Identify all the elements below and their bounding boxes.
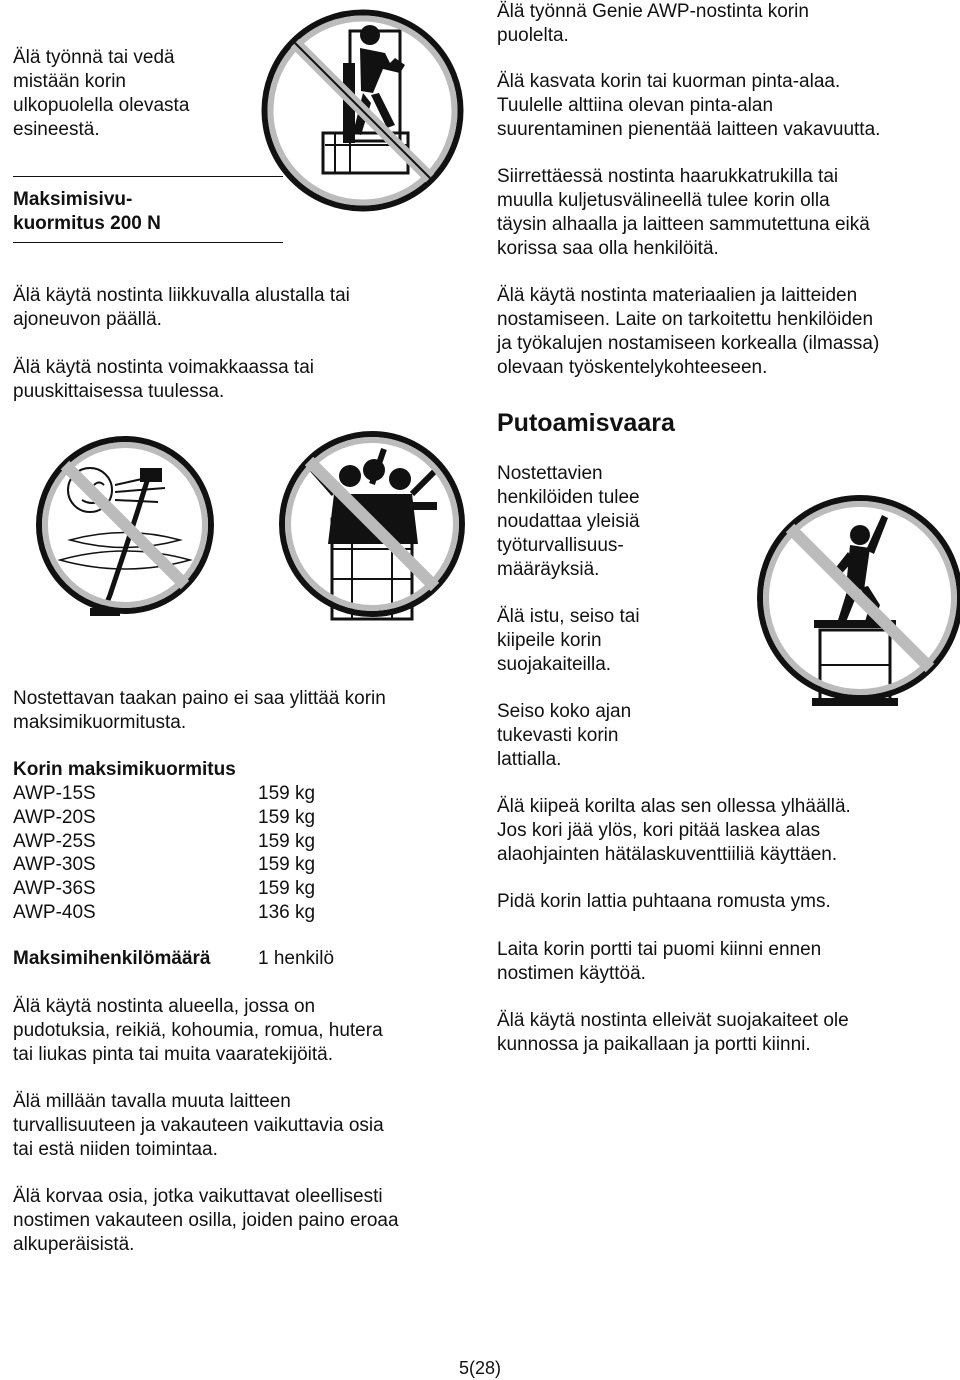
fall-rule-guardrails: Älä käytä nostinta elleivät suojakaiteet ole kunnossa ja paikallaan ja portti kiinni.: [497, 1010, 849, 1055]
table-row: AWP-30S 159 kg: [13, 854, 316, 876]
divider-bottom: [13, 242, 283, 243]
warning-ground-hazards: Älä käytä nostinta alueella, jossa on pudotuksia, reikiä, kohoumia, romua, hutera tai liukas pinta tai muita vaaratekijöitä.: [13, 996, 383, 1065]
no-climbing-rails-icon: [742, 480, 960, 730]
fall-rule-regulations: Nostettavien henkilöiden tulee noudattaa yleisiä työturvallisuus- määräyksiä.: [497, 463, 640, 580]
warning-no-side-push: Älä työnnä Genie AWP-nostinta korin puolelta.: [497, 1, 809, 46]
fall-rule-close-gate: Laita korin portti tai puomi kiinni ennen nostimen käyttöä.: [497, 939, 822, 984]
warning-transport: Siirrettäessä nostinta haarukkatrukilla tai muulla kuljetusvälineellä tulee korin olla täysin alhaalla ja laitteen sammutettuna eikä korissa saa olla henkilöitä.: [497, 166, 870, 259]
no-wind-icon: [30, 430, 220, 620]
warning-moving-surface: Älä käytä nostinta liikkuvalla alustalla tai ajoneuvon päällä.: [13, 285, 350, 330]
side-load-spec: Maksimisivu- kuormitus 200 N: [13, 189, 161, 234]
table-row: AWP-40S 136 kg: [13, 901, 316, 923]
warning-no-materials: Älä käytä nostinta materiaalien ja laitteiden nostamiseen. Laite on tarkoitettu henkilöiden ja työkalujen nostamiseen korkealla (ilmassa) olevaan työskentelykohteeseen.: [497, 285, 880, 378]
table-row: AWP-20S 159 kg: [13, 806, 316, 828]
table-row: AWP-15S 159 kg: [13, 783, 316, 804]
warning-load-limit: Nostettavan taakan paino ei saa ylittää korin maksimikuormitusta.: [13, 688, 386, 733]
warning-no-push-pull: Älä työnnä tai vedä mistään korin ulkopuolella olevasta esineestä.: [13, 47, 190, 140]
occupancy-value: 1 henkilö: [258, 948, 335, 969]
table-row: AWP-25S 159 kg: [13, 830, 316, 852]
capacity-title: Korin maksimikuormitus: [13, 759, 236, 780]
no-overcrowding-icon: [272, 424, 472, 624]
table-row: AWP-36S 159 kg: [13, 878, 316, 900]
fall-rule-no-exit: Älä kiipeä korilta alas sen ollessa ylhäällä. Jos kori jää ylös, kori pitää laskea alas alaohjainten hätälaskuventtiiliä käyttäen.: [497, 796, 851, 865]
fall-rule-stand-firmly: Seiso koko ajan tukevasti korin lattialla.: [497, 701, 632, 770]
section-heading: Putoamisvaara: [497, 409, 675, 437]
capacity-table: [13, 782, 378, 925]
occupancy-row: [13, 947, 334, 971]
no-pushing-object-icon: [255, 3, 470, 218]
fall-rule-clean-floor: Pidä korin lattia puhtaana romusta yms.: [497, 891, 831, 912]
divider-top: [13, 176, 283, 177]
warning-no-replace-parts: Älä korvaa osia, jotka vaikuttavat oleellisesti nostimen vakauteen osilla, joiden paino eroaa alkuperäisistä.: [13, 1186, 399, 1255]
fall-rule-no-climb: Älä istu, seiso tai kiipeile korin suojakaiteilla.: [497, 606, 640, 675]
warning-wind: Älä käytä nostinta voimakkaassa tai puuskittaisessa tuulessa.: [13, 357, 314, 402]
warning-surface-area: Älä kasvata korin tai kuorman pinta-alaa. Tuulelle alttiina olevan pinta-alan suurentaminen pienentää laitteen vakavuutta.: [497, 71, 881, 140]
warning-no-modify: Älä millään tavalla muuta laitteen turvallisuuteen ja vakauteen vaikuttavia osia tai estä niiden toimintaa.: [13, 1091, 384, 1160]
occupancy-label: Maksimihenkilömäärä: [13, 948, 211, 969]
page-number: 5(28): [458, 1358, 502, 1378]
